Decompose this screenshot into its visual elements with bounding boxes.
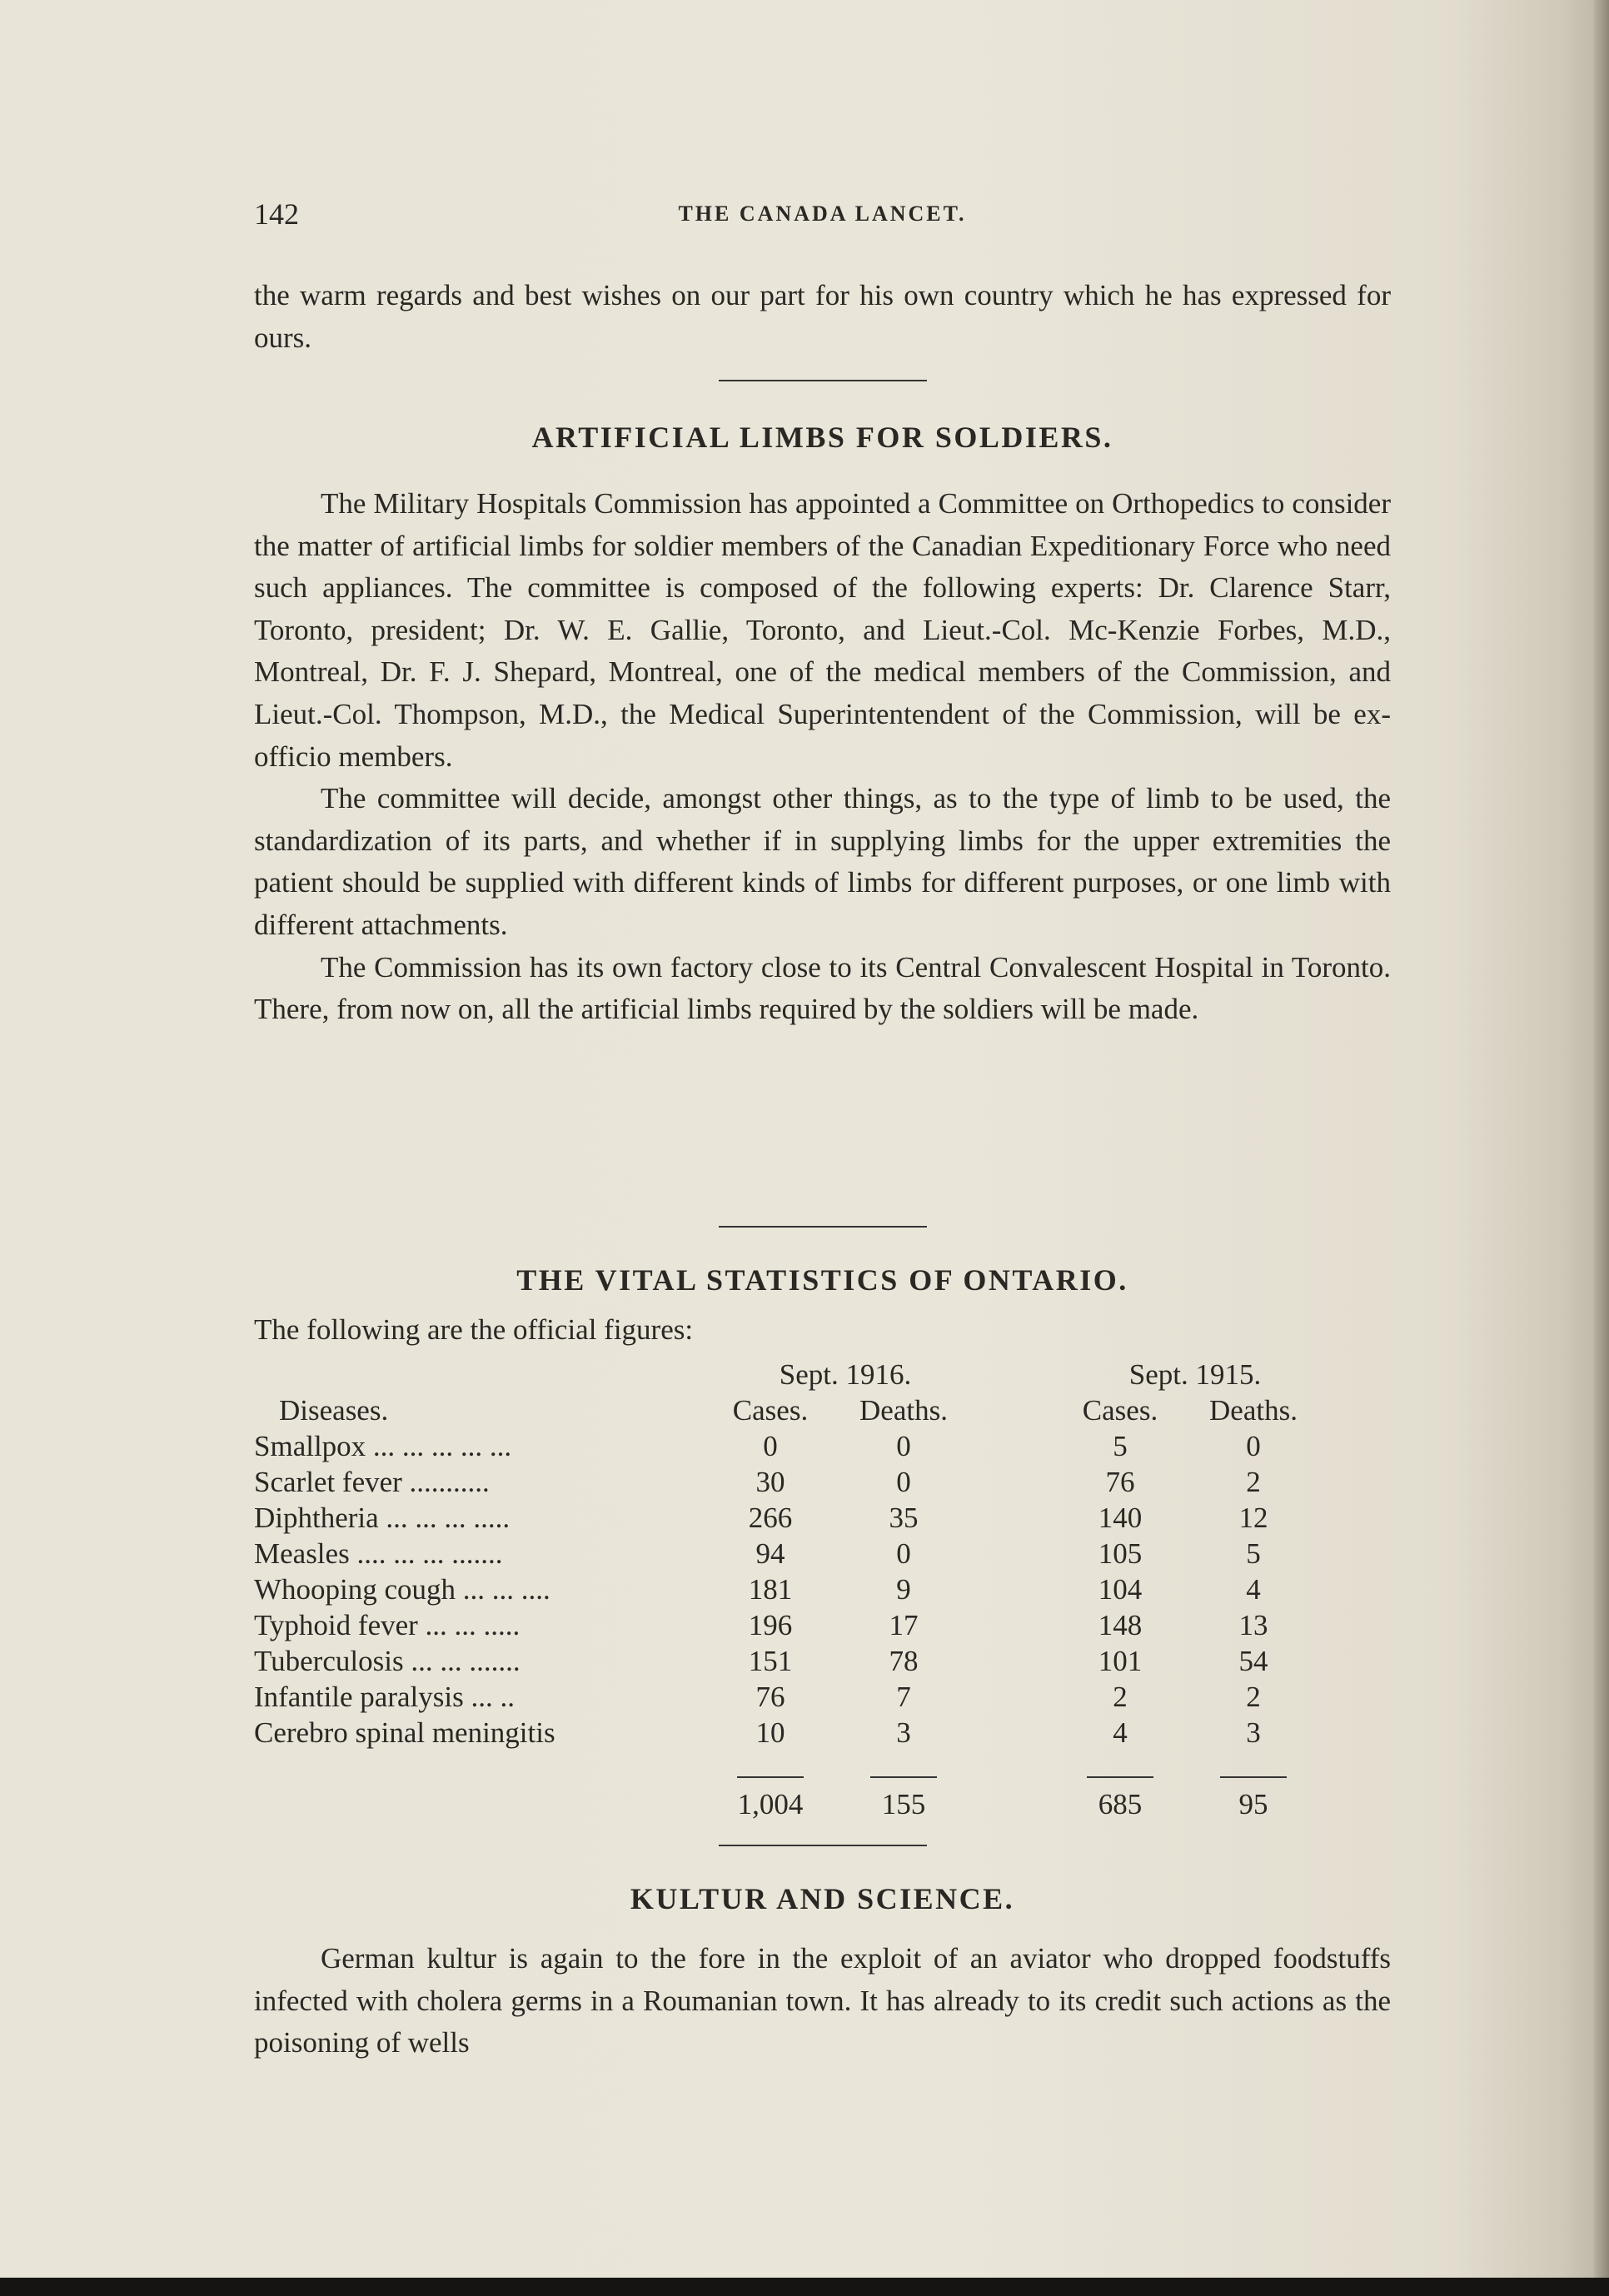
disease-name: Typhoid fever ... ... ..... <box>254 1608 521 1641</box>
cases-1915: 140 <box>1098 1501 1143 1534</box>
disease-name: Tuberculosis ... ... ....... <box>254 1644 521 1677</box>
cases-1916: 30 <box>755 1465 785 1498</box>
deaths-1916: 0 <box>896 1429 911 1462</box>
disease-name: Diphtheria ... ... ... ..... <box>254 1501 511 1534</box>
cases-1915: 2 <box>1113 1680 1128 1713</box>
table-row <box>254 1607 1328 1643</box>
deaths-1915: 4 <box>1246 1572 1261 1606</box>
page-edge-shadow <box>1594 0 1609 2278</box>
cases-1915: 105 <box>1098 1536 1143 1570</box>
disease-name: Infantile paralysis ... .. <box>254 1680 515 1713</box>
total-rule-row <box>254 1751 1328 1786</box>
disease-name: Smallpox ... ... ... ... ... <box>254 1429 512 1462</box>
cases-1916: 0 <box>763 1429 778 1462</box>
deaths-1915: 12 <box>1238 1501 1268 1534</box>
divider-3 <box>254 1845 1391 1846</box>
deaths-1916: 0 <box>896 1465 911 1498</box>
col-header-cases: Cases. <box>1082 1393 1158 1427</box>
table-row <box>254 1536 1328 1571</box>
col-header-disease: Diseases. <box>279 1393 389 1427</box>
deaths-1915: 5 <box>1246 1536 1261 1570</box>
deaths-1915: 0 <box>1246 1429 1261 1462</box>
cases-1915: 101 <box>1098 1644 1143 1677</box>
section-kultur <box>254 1878 1391 2064</box>
cases-1915: 76 <box>1105 1465 1135 1498</box>
cases-1915: 148 <box>1098 1608 1143 1641</box>
cases-1916: 94 <box>755 1536 785 1570</box>
paragraph: German kultur is again to the fore in the exploit of an aviator who dropped foodstuffs infected with cholera germs in a Roumanian town. It has already to its credit such actions as the poisoning of wells <box>254 1942 1391 2059</box>
divider-1 <box>254 380 1391 381</box>
table-intro: The following are the official figures: <box>254 1313 694 1346</box>
total-deaths-1916: 155 <box>881 1787 926 1820</box>
total-cases-1916: 1,004 <box>737 1787 804 1820</box>
table-row <box>254 1571 1328 1607</box>
section-artificial-limbs <box>254 416 1391 1031</box>
disease-name: Cerebro spinal meningitis <box>254 1716 555 1749</box>
table-row <box>254 1715 1328 1751</box>
intro-paragraph: the warm regards and best wishes on our part for his own country which he has expressed for ours. <box>254 279 1391 354</box>
period-1916: Sept. 1916. <box>779 1357 912 1391</box>
deaths-1916: 78 <box>889 1644 919 1677</box>
col-header-deaths: Deaths. <box>1209 1393 1298 1427</box>
deaths-1915: 3 <box>1246 1716 1261 1749</box>
intro-block <box>254 275 1391 359</box>
table-row <box>254 1428 1328 1464</box>
deaths-1915: 2 <box>1246 1680 1261 1713</box>
deaths-1916: 35 <box>889 1501 919 1534</box>
paragraph: The committee will decide, amongst other things, as to the type of limb to be used, the standardization of its parts, and whether if in supplying limbs for the upper extremities the patient should be supplied with different kinds of limbs for different purposes, or one limb with different attachments. <box>254 782 1391 941</box>
section-title: KULTUR AND SCIENCE. <box>630 1882 1015 1915</box>
deaths-1916: 7 <box>896 1680 911 1713</box>
period-1915: Sept. 1915. <box>1128 1357 1262 1391</box>
journal-title: THE CANADA LANCET. <box>678 202 967 226</box>
paragraph: The Commission has its own factory close to its Central Convalescent Hospital in Toronto. There, from now on, all the artificial limbs required by the soldiers will be made. <box>254 950 1391 1026</box>
table-row <box>254 1500 1328 1536</box>
cases-1915: 5 <box>1113 1429 1128 1462</box>
totals-row <box>254 1786 1328 1822</box>
table-period-row <box>254 1357 1328 1392</box>
cases-1916: 266 <box>748 1501 793 1534</box>
table-row <box>254 1464 1328 1500</box>
table-row <box>254 1679 1328 1715</box>
section-title: THE VITAL STATISTICS OF ONTARIO. <box>516 1263 1128 1297</box>
section-title: ARTIFICIAL LIMBS FOR SOLDIERS. <box>531 421 1113 454</box>
cases-1915: 4 <box>1113 1716 1128 1749</box>
disease-name: Scarlet fever ........... <box>254 1465 490 1498</box>
cases-1916: 181 <box>748 1572 793 1606</box>
vital-statistics-table <box>254 1357 1328 1822</box>
cases-1916: 196 <box>748 1608 793 1641</box>
deaths-1915: 13 <box>1238 1608 1268 1641</box>
divider-2 <box>254 1226 1391 1228</box>
deaths-1916: 9 <box>896 1572 911 1606</box>
deaths-1916: 3 <box>896 1716 911 1749</box>
page-number: 142 <box>254 197 299 231</box>
paragraph: The Military Hospitals Commission has appointed a Committee on Orthopedics to consider the matter of artificial limbs for soldier members of the Canadian Expeditionary Force who need such appliances. The committee is composed of the following experts: Dr. Clarence Starr, Toronto, president; Dr. W. E. Gallie, Toronto, and Lieut.-Col. Mc-Kenzie Forbes, M.D., Montreal, Dr. F. J. Shepard, Montreal, one of the medical members of the Commission, and Lieut.-Col. Thompson, M.D., the Medical Superintentendent of the Commission, will be ex-officio members. <box>254 487 1391 773</box>
cases-1916: 76 <box>755 1680 785 1713</box>
total-cases-1915: 685 <box>1098 1787 1143 1820</box>
cases-1916: 151 <box>748 1644 793 1677</box>
deaths-1915: 2 <box>1246 1465 1261 1498</box>
section-vital-statistics <box>254 1259 1391 1822</box>
deaths-1916: 0 <box>896 1536 911 1570</box>
col-header-cases: Cases. <box>732 1393 809 1427</box>
page-bottom-edge <box>0 2278 1609 2296</box>
total-deaths-1915: 95 <box>1238 1787 1268 1820</box>
deaths-1916: 17 <box>889 1608 919 1641</box>
deaths-1915: 54 <box>1238 1644 1268 1677</box>
cases-1915: 104 <box>1098 1572 1143 1606</box>
col-header-deaths: Deaths. <box>859 1393 948 1427</box>
cases-1916: 10 <box>755 1716 785 1749</box>
disease-name: Whooping cough ... ... .... <box>254 1572 550 1606</box>
table-row <box>254 1643 1328 1679</box>
disease-name: Measles .... ... ... ....... <box>254 1536 503 1570</box>
running-head <box>254 197 1391 238</box>
table-header-row <box>254 1392 1328 1428</box>
